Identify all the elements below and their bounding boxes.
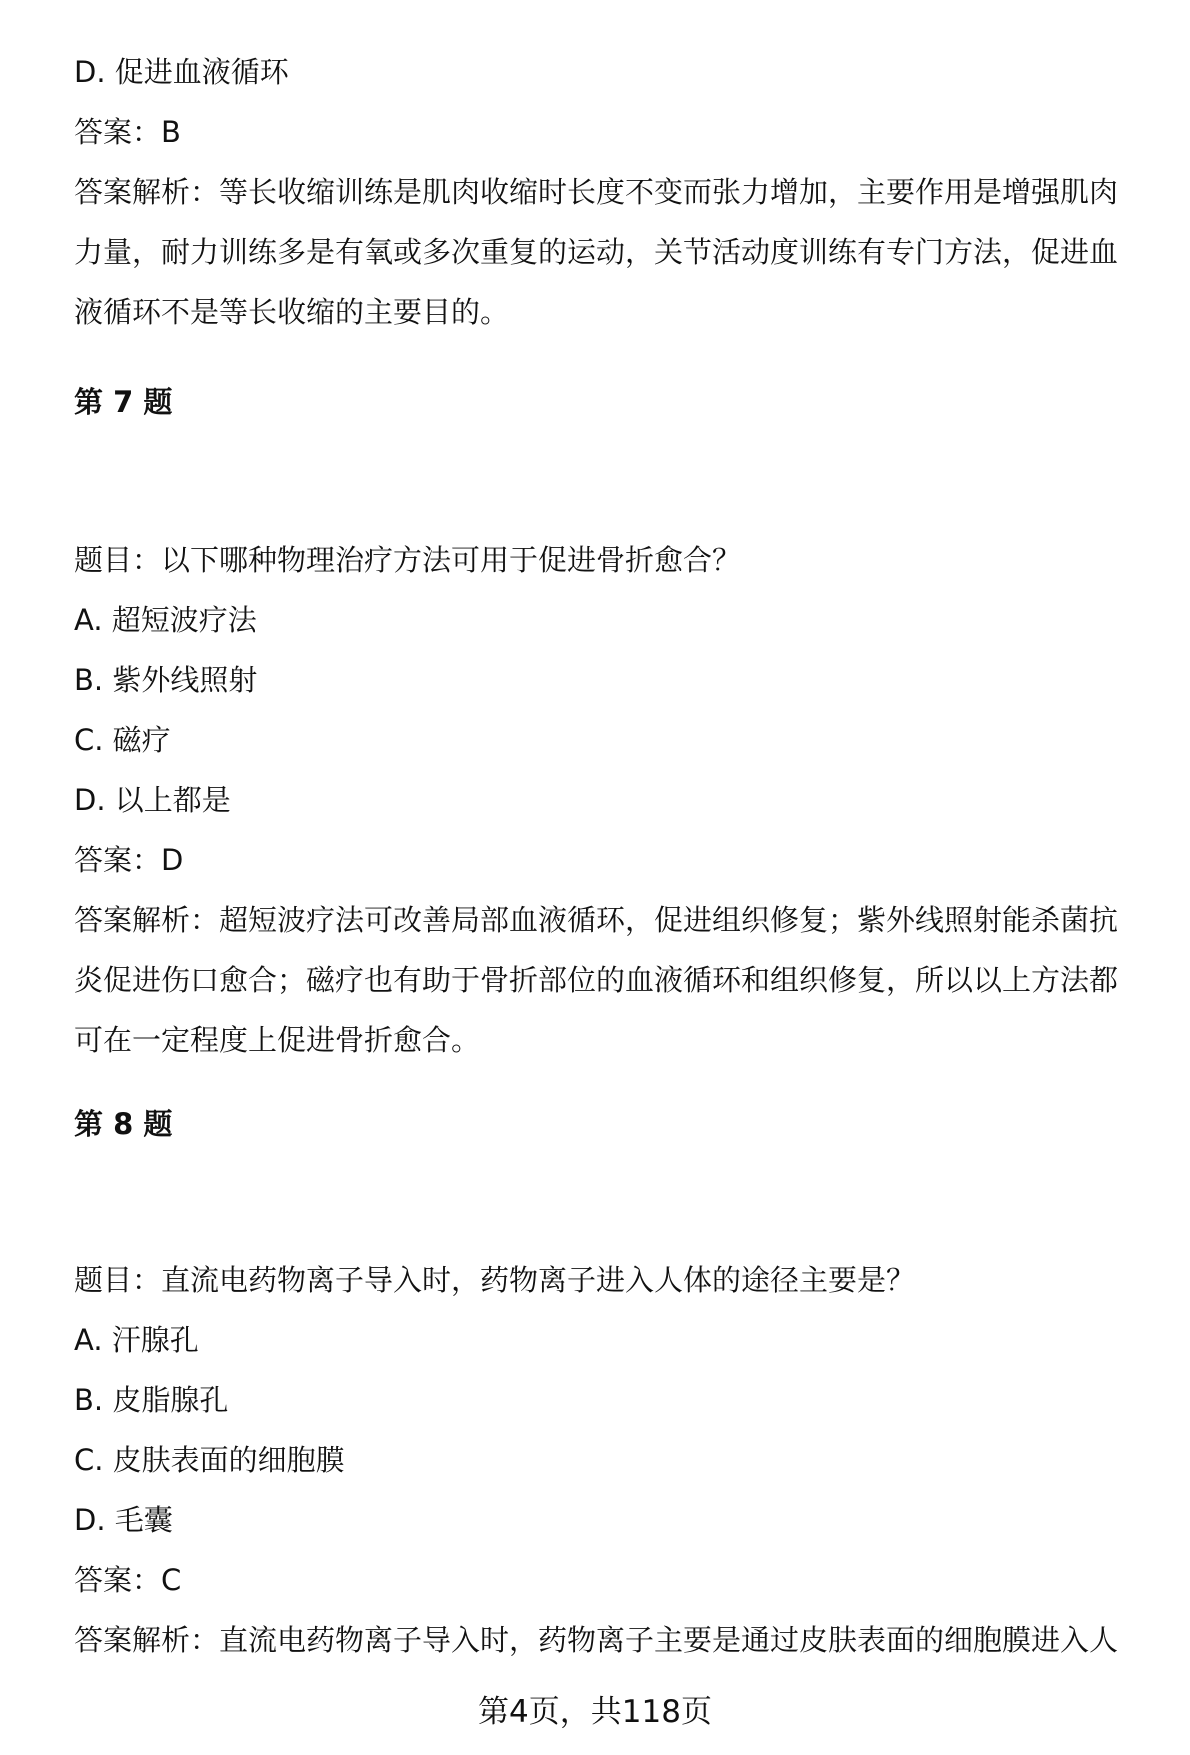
q8-explanation-line: 答案解析：直流电药物离子导入时，药物离子主要是通过皮肤表面的细胞膜进入人 <box>74 1623 1119 1657</box>
q7-question: 题目：以下哪种物理治疗方法可用于促进骨折愈合？ <box>74 543 742 577</box>
prev-explanation-line: 力量，耐力训练多是有氧或多次重复的运动，关节活动度训练有专门方法，促进血 <box>74 235 1119 269</box>
q8-option-c: C. 皮肤表面的细胞膜 <box>74 1443 345 1477</box>
q7-option-a: A. 超短波疗法 <box>74 603 257 637</box>
q7-explanation-line: 炎促进伤口愈合；磁疗也有助于骨折部位的血液循环和组织修复，所以以上方法都 <box>74 963 1119 997</box>
prev-explanation-line: 液循环不是等长收缩的主要目的。 <box>74 295 510 329</box>
q7-option-b: B. 紫外线照射 <box>74 663 258 697</box>
q8-option-d: D. 毛囊 <box>74 1503 173 1537</box>
q7-heading: 第 7 题 <box>74 385 173 419</box>
q8-explanation <box>74 1610 1164 1670</box>
prev-explanation-line: 答案解析：等长收缩训练是肌肉收缩时长度不变而张力增加，主要作用是增强肌肉 <box>74 175 1119 209</box>
q7-option-d: D. 以上都是 <box>74 783 231 817</box>
q7-explanation-line: 可在一定程度上促进骨折愈合。 <box>74 1023 481 1057</box>
q8-answer: 答案：C <box>74 1563 182 1597</box>
q8-option-a: A. 汗腺孔 <box>74 1323 199 1357</box>
q8-question: 题目：直流电药物离子导入时，药物离子进入人体的途径主要是？ <box>74 1263 916 1297</box>
q8-heading: 第 8 题 <box>74 1107 173 1141</box>
page-number-footer: 第4页，共118页 <box>478 1694 712 1730</box>
q7-explanation <box>74 890 1164 1070</box>
q7-answer: 答案：D <box>74 843 184 877</box>
q7-option-c: C. 磁疗 <box>74 723 171 757</box>
prev-answer: 答案：B <box>74 115 181 149</box>
prev-explanation <box>74 162 1164 342</box>
q8-option-b: B. 皮脂腺孔 <box>74 1383 229 1417</box>
prev-option-d: D. 促进血液循环 <box>74 55 289 89</box>
q7-explanation-line: 答案解析：超短波疗法可改善局部血液循环，促进组织修复；紫外线照射能杀菌抗 <box>74 903 1119 937</box>
